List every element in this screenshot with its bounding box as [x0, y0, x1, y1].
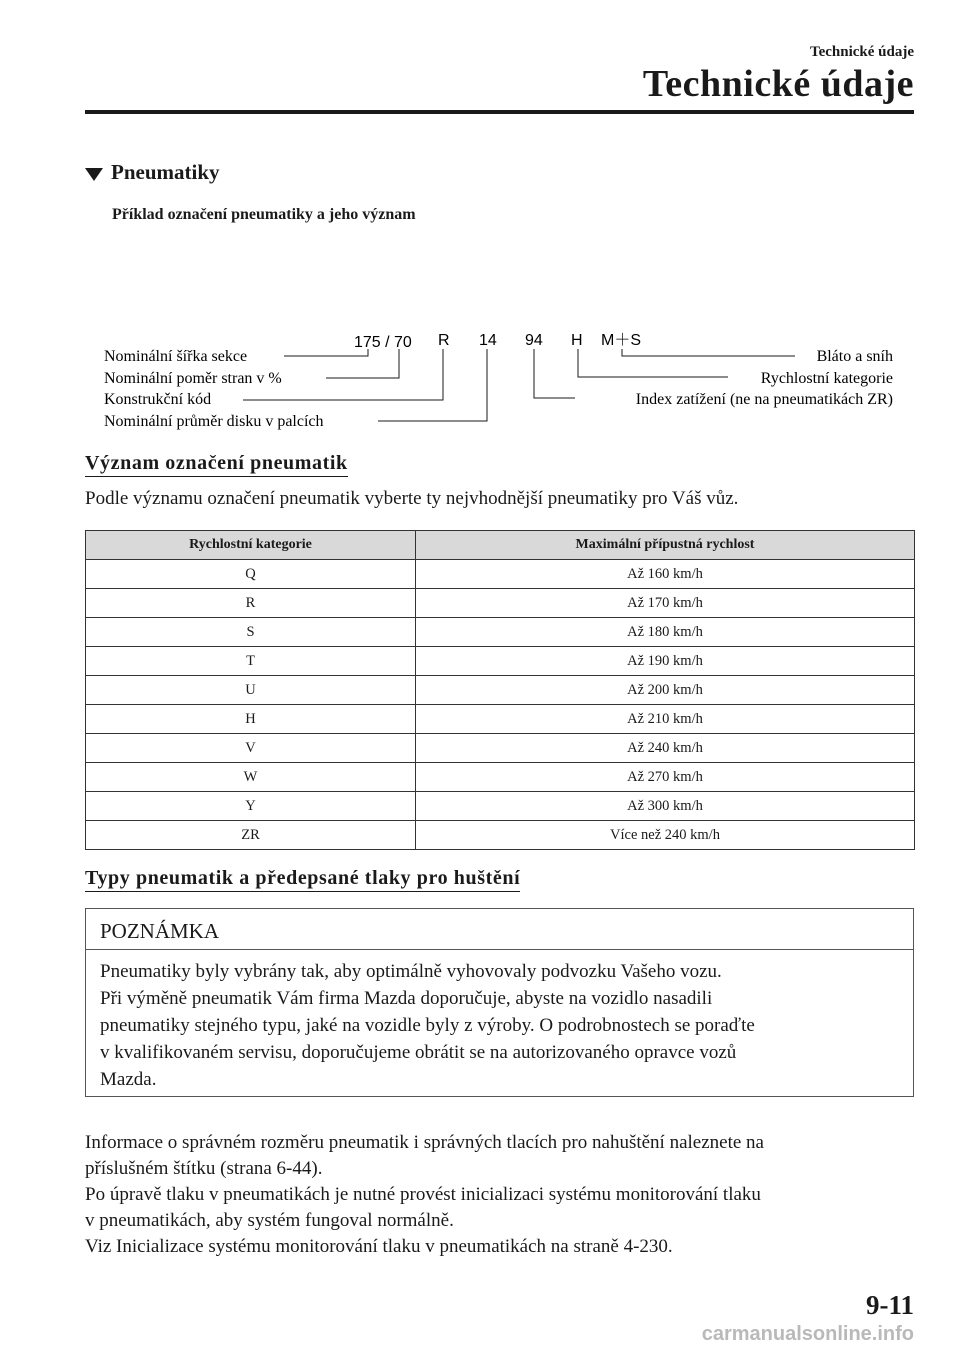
table-row [86, 560, 915, 589]
speed-cell: Až 270 km/h [416, 763, 915, 792]
category-cell: S [86, 618, 416, 647]
speed-cell: Až 240 km/h [416, 734, 915, 763]
category-cell: W [86, 763, 416, 792]
note-line: pneumatiky stejného typu, jaké na vozidle byly z výroby. O podrobnostech se poraďte [100, 1015, 755, 1036]
speed-cell: Více než 240 km/h [416, 821, 915, 850]
info-line: v pneumatikách, aby systém fungoval normálně. [85, 1210, 454, 1231]
table-row [86, 705, 915, 734]
table-row [86, 676, 915, 705]
code-part-speed: H [571, 332, 583, 349]
table-row [86, 821, 915, 850]
label-aspect-ratio: Nominální poměr stran v % [104, 370, 282, 387]
category-cell: U [86, 676, 416, 705]
category-cell: H [86, 705, 416, 734]
table-row [86, 618, 915, 647]
speed-cell: Až 300 km/h [416, 792, 915, 821]
note-box [85, 908, 914, 1097]
speed-cell: Až 190 km/h [416, 647, 915, 676]
category-cell: V [86, 734, 416, 763]
speed-cell: Až 210 km/h [416, 705, 915, 734]
types-heading: Typy pneumatik a předepsané tlaky pro huštění [85, 867, 520, 892]
code-part-size: 175 / 70 [354, 334, 412, 351]
header-rule [85, 110, 914, 114]
info-line: Viz Inicializace systému monitorování tlaku v pneumatikách na straně 4-230. [85, 1236, 673, 1257]
label-construction-code: Konstrukční kód [104, 391, 212, 408]
category-cell: ZR [86, 821, 416, 850]
meaning-heading: Význam označení pneumatik [85, 452, 348, 477]
code-part-load-index: 94 [525, 332, 543, 349]
note-line: v kvalifikovaném servisu, doporučujeme obrátit se na autorizovaného opravce vozů [100, 1042, 737, 1063]
label-mud-snow: Bláto a sníh [816, 348, 893, 365]
info-line: příslušném štítku (strana 6-44). [85, 1158, 323, 1179]
category-cell: Y [86, 792, 416, 821]
code-part-construction: R [438, 332, 450, 349]
info-line: Informace o správném rozměru pneumatik i správných tlacích pro nahuštění naleznete na [85, 1132, 764, 1153]
leader-lines [243, 349, 795, 421]
column-header-category: Rychlostní kategorie [86, 531, 416, 560]
code-part-diameter: 14 [479, 332, 497, 349]
category-cell: T [86, 647, 416, 676]
speed-cell: Až 170 km/h [416, 589, 915, 618]
page-number: 9-11 [865, 1290, 914, 1320]
note-line: Pneumatiky byly vybrány tak, aby optimálně vyhovovaly podvozku Vašeho vozu. [100, 961, 722, 982]
note-title: POZNÁMKA [86, 909, 913, 950]
section-title: Pneumatiky [111, 160, 220, 184]
watermark: carmanualsonline.info [701, 1323, 914, 1345]
tire-code-diagram [0, 320, 960, 440]
column-header-max-speed: Maximální přípustná rychlost [416, 531, 915, 560]
table-row [86, 763, 915, 792]
speed-cell: Až 160 km/h [416, 560, 915, 589]
meaning-text: Podle významu označení pneumatik vyberte ty nejvhodnější pneumatiky pro Váš vůz. [85, 488, 739, 509]
example-title: Příklad označení pneumatiky a jeho význam [112, 206, 416, 223]
category-cell: R [86, 589, 416, 618]
label-speed-category: Rychlostní kategorie [760, 370, 893, 387]
section-heading [85, 160, 220, 185]
table-row [86, 734, 915, 763]
table-row [86, 647, 915, 676]
triangle-bullet-icon [85, 168, 103, 181]
category-cell: Q [86, 560, 416, 589]
note-text [86, 950, 913, 1093]
label-rim-diameter: Nominální průměr disku v palcích [104, 413, 324, 430]
note-line: Mazda. [100, 1069, 157, 1090]
info-paragraph [85, 1130, 764, 1260]
speed-cell: Až 180 km/h [416, 618, 915, 647]
info-line: Po úpravě tlaku v pneumatikách je nutné provést inicializaci systému monitorování tlaku [85, 1184, 761, 1205]
label-section-width: Nominální šířka sekce [104, 348, 248, 365]
code-part-mud-snow: M＋S [601, 332, 642, 349]
speed-cell: Až 200 km/h [416, 676, 915, 705]
table-row [86, 792, 915, 821]
running-header: Technické údaje [809, 44, 914, 60]
note-line: Při výměně pneumatik Vám firma Mazda doporučuje, abyste na vozidlo nasadili [100, 988, 713, 1009]
chapter-title: Technické údaje [642, 63, 914, 105]
label-load-index: Index zatížení (ne na pneumatikách ZR) [635, 391, 893, 408]
table-header-row [86, 531, 915, 560]
speed-category-table [85, 530, 915, 850]
table-row [86, 589, 915, 618]
